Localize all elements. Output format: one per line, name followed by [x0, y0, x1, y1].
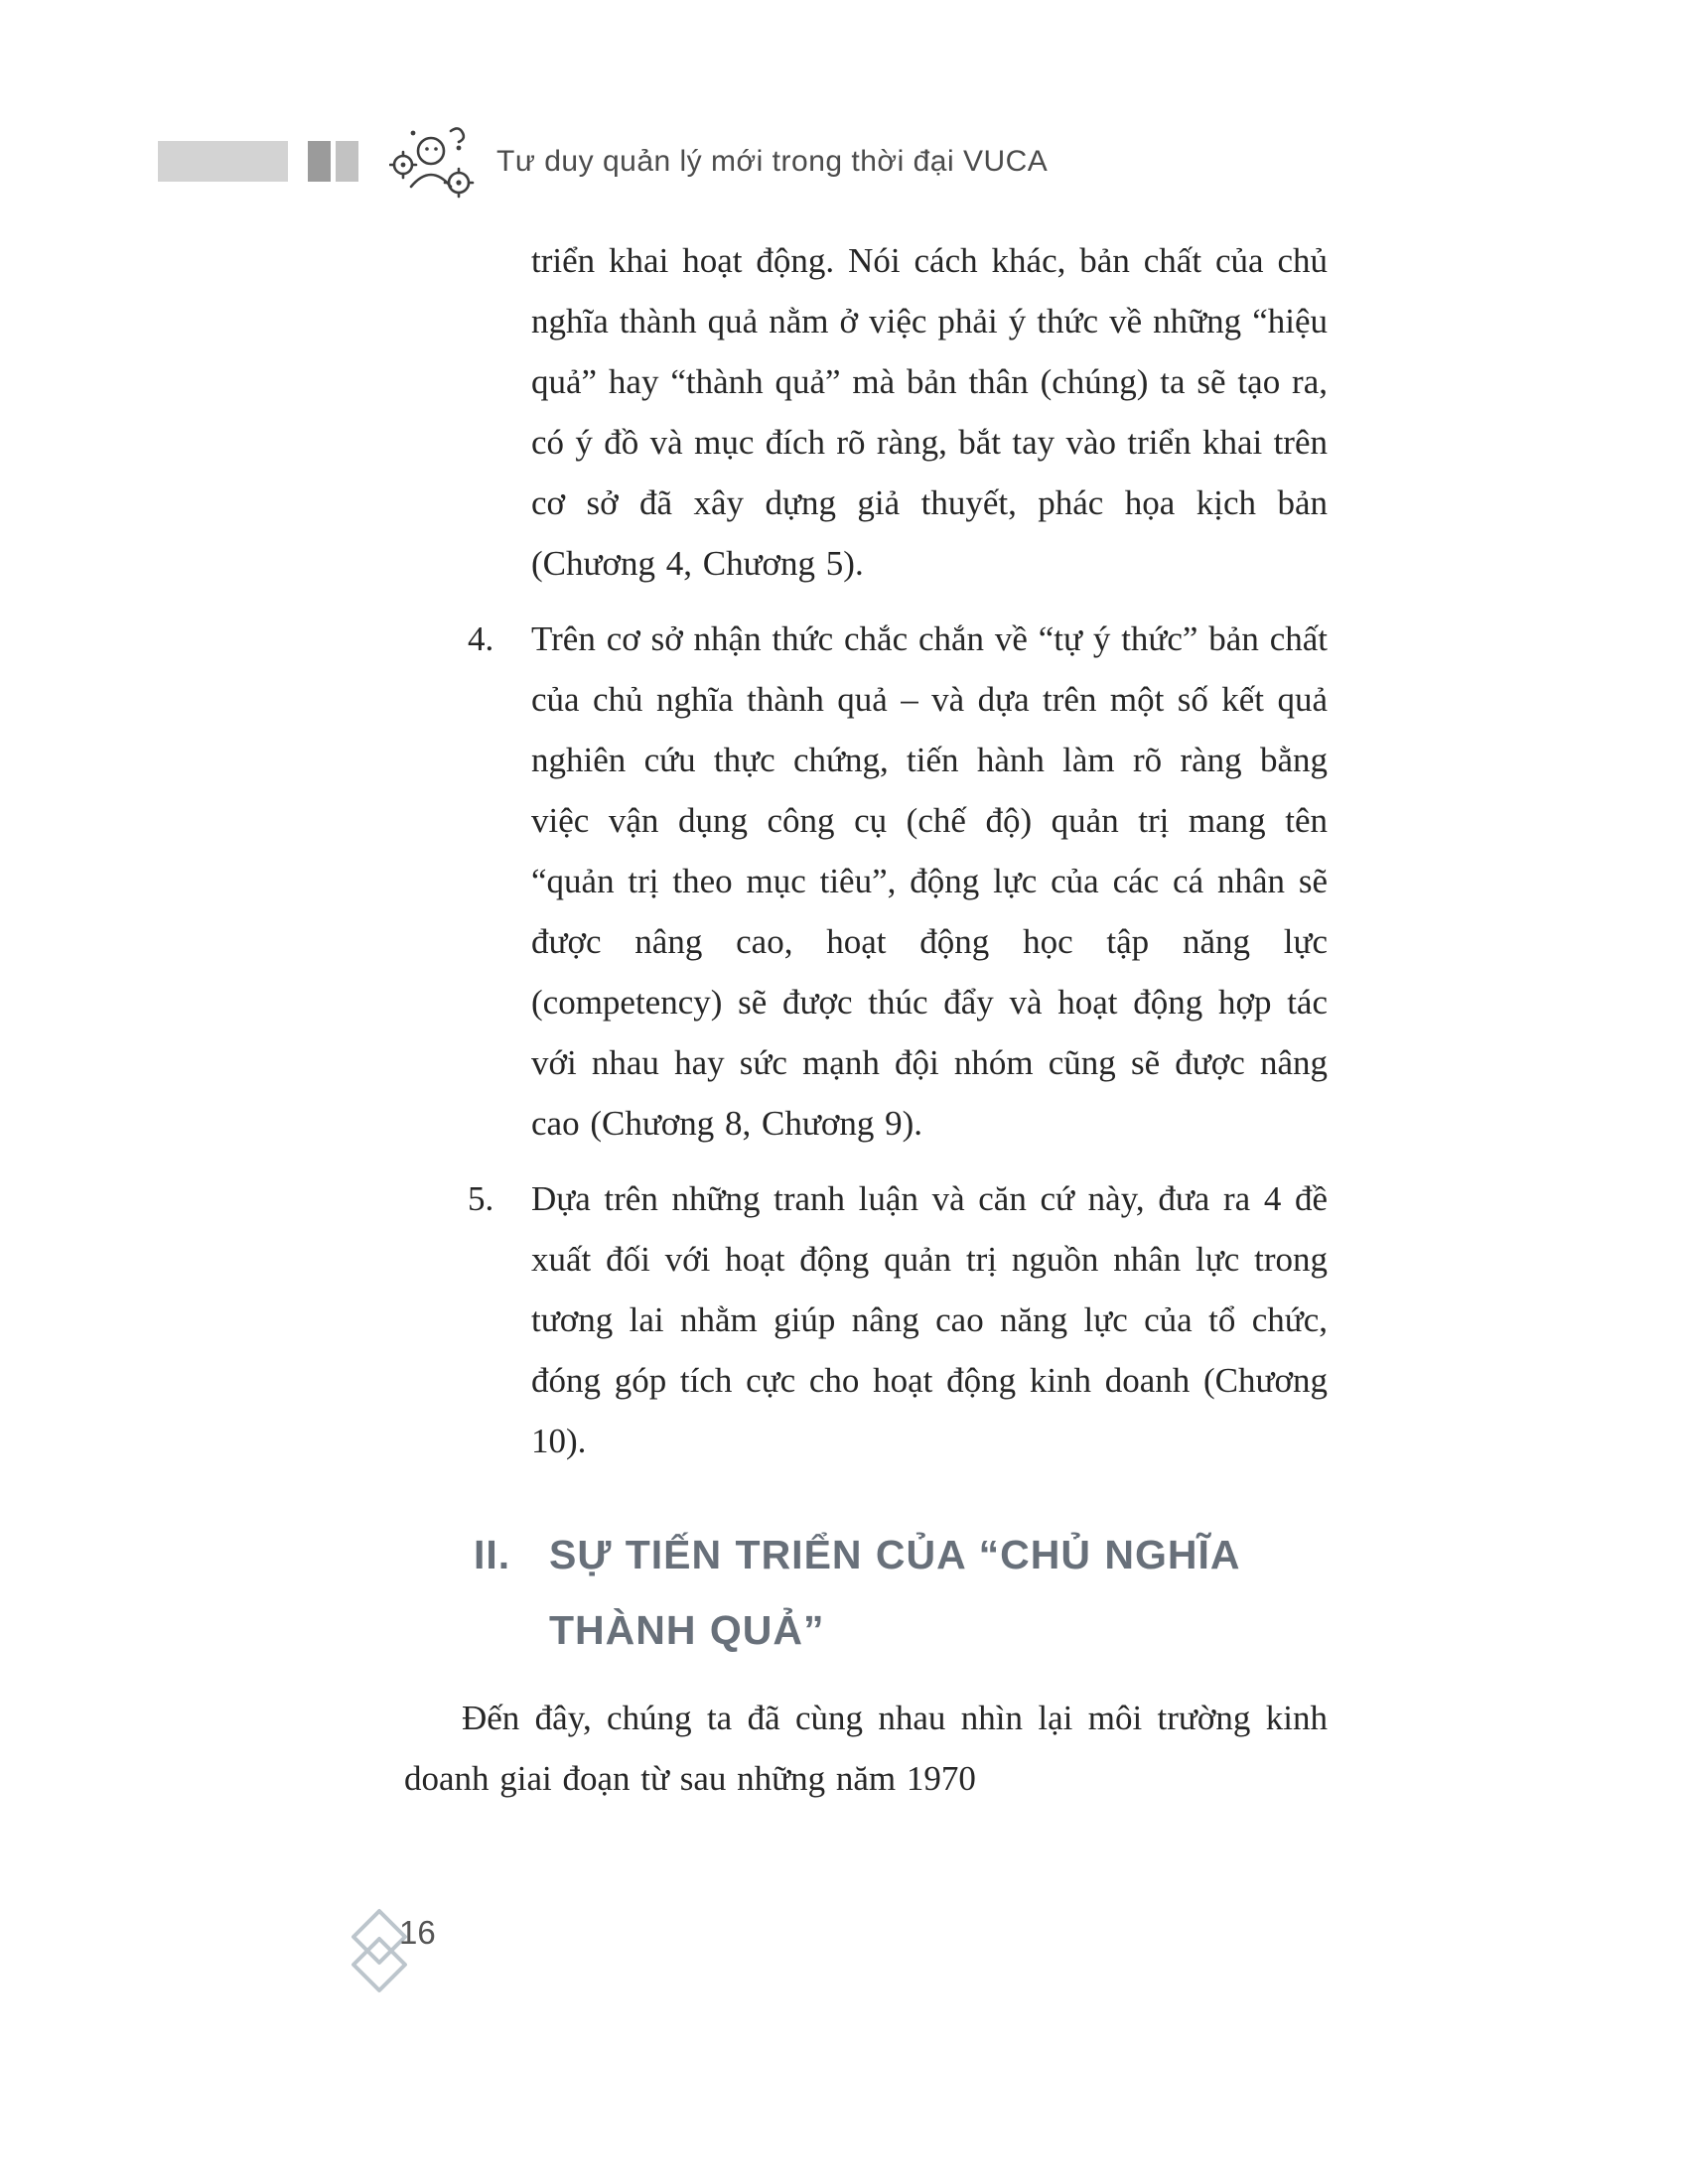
doodle-gears-person-icon	[389, 121, 477, 205]
header-bar-square-light	[336, 141, 358, 182]
section-title: SỰ TIẾN TRIỂN CỦA “CHỦ NGHĨA THÀNH QUẢ”	[549, 1532, 1239, 1653]
section-heading	[404, 1517, 1328, 1668]
list-number: 4.	[468, 619, 494, 658]
header-decoration-bars	[158, 141, 358, 182]
header-bar-long	[158, 141, 288, 182]
list-number: 5.	[468, 1179, 494, 1218]
running-head-title: Tư duy quản lý mới trong thời đại VUCA	[496, 145, 1049, 178]
list-text: Dựa trên những tranh luận và căn cứ này, đưa ra 4 đề xuất đối với hoạt động quản trị nguồn nhân lực trong tương lai nhằm giúp nâng cao năng lực của tổ chức, đóng góp tích cực cho hoạt động kinh doanh (Chương 10).	[531, 1179, 1328, 1460]
page-number: 16	[399, 1914, 436, 1951]
list-item-4	[404, 609, 1328, 1154]
list-item-5	[404, 1168, 1328, 1471]
list-text: Trên cơ sở nhận thức chắc chắn về “tự ý thức” bản chất của chủ nghĩa thành quả – và dựa trên một số kết quả nghiên cứu thực chứng, tiến hành làm rõ ràng bằng việc vận dụng công cụ (chế độ) quản trị mang tên “quản trị theo mục tiêu”, động lực của các cá nhân sẽ được nâng cao, hoạt động học tập năng lực (competency) sẽ được thúc đẩy và hoạt động hợp tác với nhau hay sức mạnh đội nhóm cũng sẽ được nâng cao (Chương 8, Chương 9).	[531, 619, 1328, 1143]
page-content	[404, 230, 1328, 1809]
paragraph-item3-continuation: triển khai hoạt động. Nói cách khác, bản chất của chủ nghĩa thành quả nằm ở việc phải ý thức về những “hiệu quả” hay “thành quả” mà bản thân (chúng) ta sẽ tạo ra, có ý đồ và mục đích rõ ràng, bắt tay vào triển khai trên cơ sở đã xây dựng giả thuyết, phác họa kịch bản (Chương 4, Chương 5).	[531, 241, 1328, 583]
section-number: II.	[474, 1532, 511, 1577]
closing-paragraph: Đến đây, chúng ta đã cùng nhau nhìn lại môi trường kinh doanh giai đoạn từ sau những năm 1970	[404, 1699, 1328, 1798]
header-bar-square-dark	[308, 141, 331, 182]
page-header	[0, 127, 1688, 216]
page-footer	[0, 1894, 496, 2013]
